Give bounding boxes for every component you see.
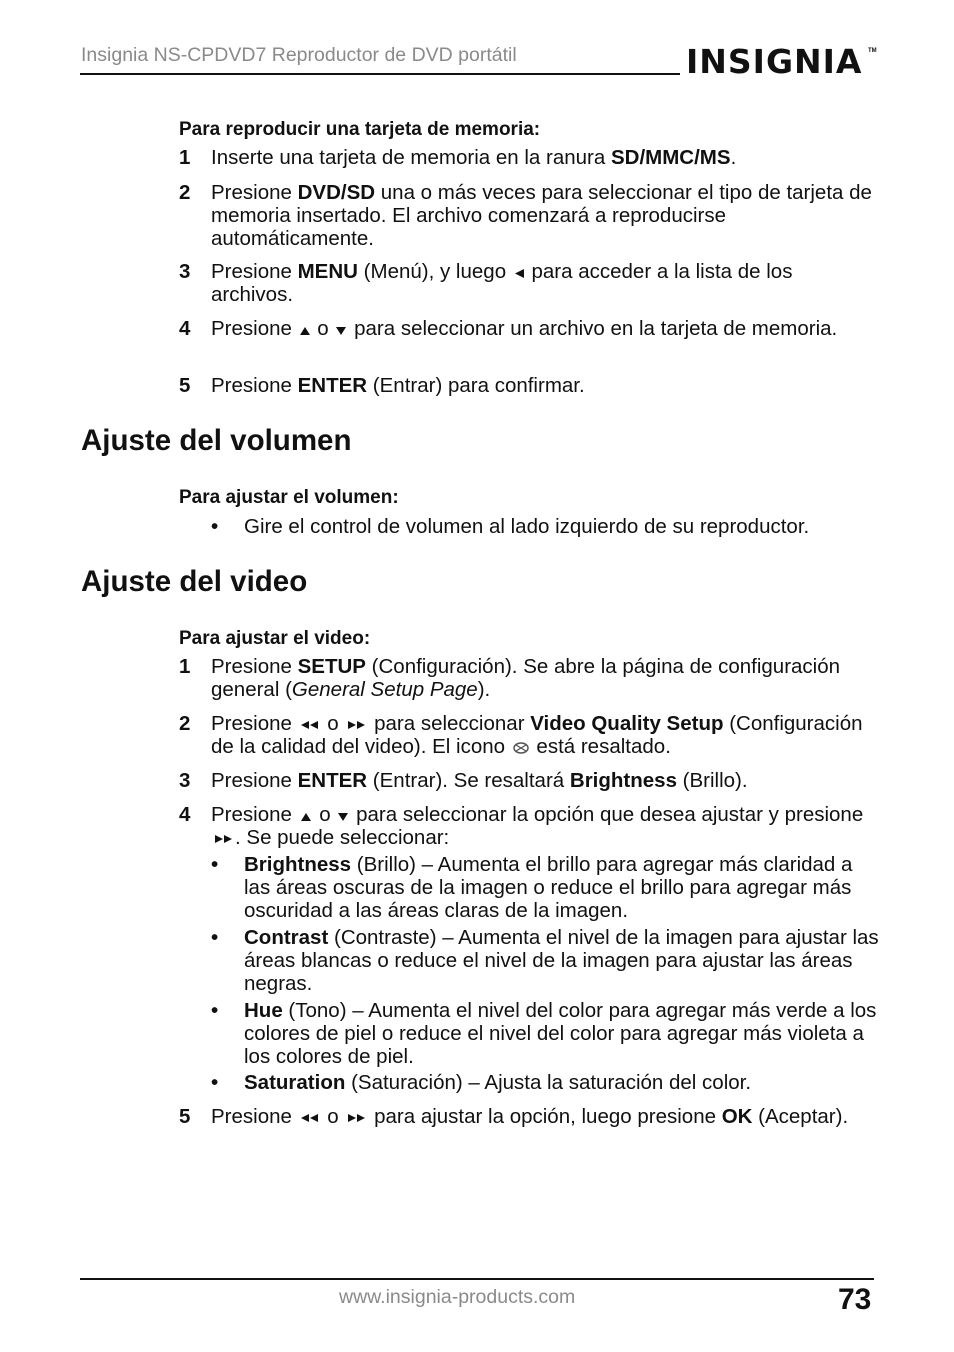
insignia-logo: [686, 34, 878, 92]
up-arrow-icon: [298, 810, 314, 822]
footer-rule: [80, 1278, 874, 1280]
video-quality-icon: [511, 740, 531, 756]
subhead-volume: Para ajustar el volumen:: [179, 487, 399, 508]
down-arrow-icon: [334, 324, 348, 336]
logo-trademark: TM: [868, 48, 877, 54]
fast-forward-icon: [344, 719, 368, 731]
logo-wordmark: INSIGNIA: [686, 42, 863, 81]
heading-volume: Ajuste del volumen: [81, 424, 352, 457]
heading-video: Ajuste del video: [81, 565, 308, 598]
rewind-icon: [298, 1112, 322, 1124]
fast-forward-icon: [344, 1112, 368, 1124]
footer-url: www.insignia-products.com: [339, 1286, 576, 1308]
running-header-title: Insignia NS-CPDVD7 Reproductor de DVD portátil: [81, 44, 517, 66]
page-number: 73: [838, 1283, 872, 1316]
subhead-memory-card: Para reproducir una tarjeta de memoria:: [179, 119, 541, 140]
header-rule: [80, 73, 680, 75]
up-arrow-icon: [298, 324, 312, 336]
subhead-video: Para ajustar el video:: [179, 628, 371, 649]
fast-forward-icon: [211, 833, 235, 845]
down-arrow-icon: [336, 810, 350, 822]
rewind-icon: [298, 719, 322, 731]
left-arrow-icon: [512, 267, 526, 279]
